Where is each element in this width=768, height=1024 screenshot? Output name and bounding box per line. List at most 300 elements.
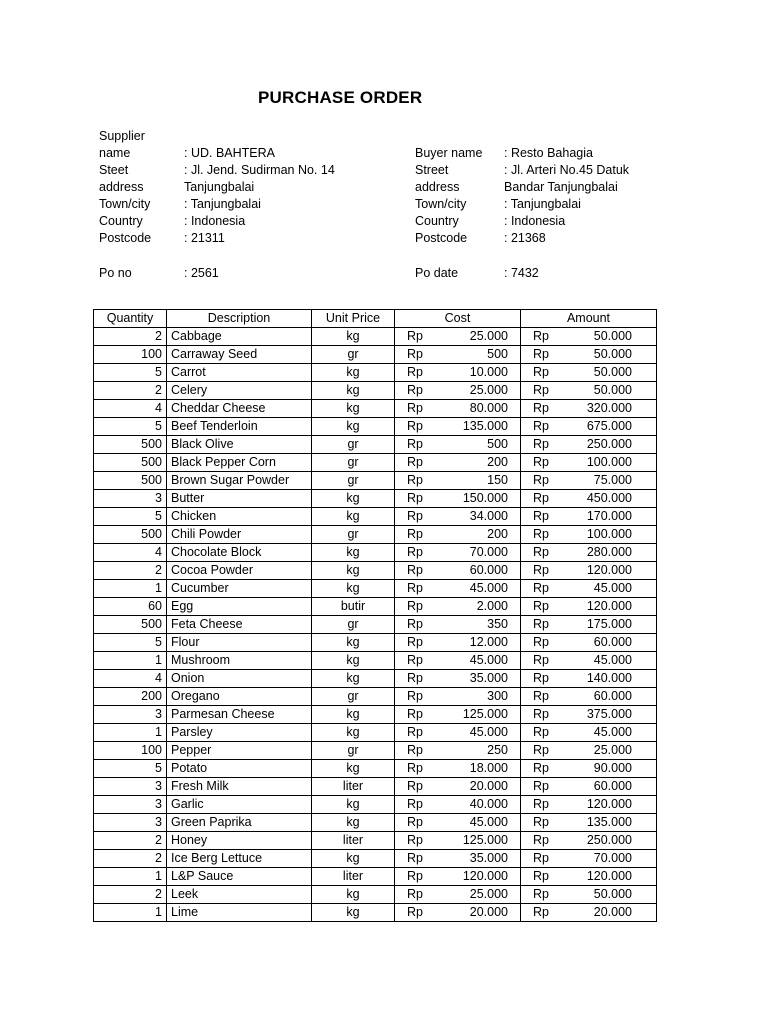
buyer-name-label: Buyer name [415, 146, 483, 160]
row-cost [395, 688, 521, 706]
row-amount-currency: Rp [533, 383, 549, 397]
table-row [94, 580, 657, 598]
row-cost-value: 20.000 [469, 905, 508, 919]
row-amount [521, 598, 657, 616]
row-quantity: 500 [94, 472, 167, 490]
row-amount [521, 832, 657, 850]
row-quantity: 3 [94, 490, 167, 508]
row-cost-currency: Rp [407, 869, 423, 883]
row-description: Onion [167, 670, 312, 688]
row-quantity: 3 [94, 814, 167, 832]
buyer-postcode: : 21368 [504, 231, 546, 245]
row-cost-currency: Rp [407, 419, 423, 433]
row-amount [521, 508, 657, 526]
row-amount-value: 90.000 [593, 761, 632, 775]
row-cost-value: 12.000 [469, 635, 508, 649]
row-cost-value: 200 [487, 455, 508, 469]
row-unit: kg [312, 382, 395, 400]
row-description: Black Olive [167, 436, 312, 454]
row-cost [395, 562, 521, 580]
table-row [94, 490, 657, 508]
row-cost-currency: Rp [407, 383, 423, 397]
row-cost-value: 120.000 [462, 869, 508, 883]
row-quantity: 2 [94, 850, 167, 868]
row-amount [521, 904, 657, 922]
row-quantity: 2 [94, 328, 167, 346]
buyer-street-label-line1: Street [415, 163, 449, 177]
row-unit: kg [312, 364, 395, 382]
row-quantity: 2 [94, 562, 167, 580]
row-cost-currency: Rp [407, 365, 423, 379]
table-row [94, 364, 657, 382]
row-amount-value: 135.000 [586, 815, 632, 829]
row-cost [395, 580, 521, 598]
row-cost-currency: Rp [407, 545, 423, 559]
row-amount-value: 250.000 [586, 437, 632, 451]
row-quantity: 200 [94, 688, 167, 706]
row-amount-value: 50.000 [593, 887, 632, 901]
supplier-name: : UD. BAHTERA [184, 146, 275, 160]
row-quantity: 4 [94, 670, 167, 688]
row-cost-currency: Rp [407, 455, 423, 469]
row-cost [395, 832, 521, 850]
row-amount [521, 868, 657, 886]
supplier-postcode: : 21311 [184, 231, 225, 245]
supplier-name-label-line1: Supplier [99, 129, 145, 143]
row-cost [395, 436, 521, 454]
row-quantity: 5 [94, 364, 167, 382]
row-description: Lime [167, 904, 312, 922]
row-amount [521, 562, 657, 580]
table-row [94, 814, 657, 832]
row-cost-value: 80.000 [469, 401, 508, 415]
row-cost-currency: Rp [407, 509, 423, 523]
row-amount-value: 60.000 [593, 635, 632, 649]
row-cost-currency: Rp [407, 689, 423, 703]
row-description: Garlic [167, 796, 312, 814]
table-row [94, 328, 657, 346]
row-amount-value: 50.000 [593, 383, 632, 397]
row-cost-value: 45.000 [469, 815, 508, 829]
row-cost-currency: Rp [407, 617, 423, 631]
buyer-town-label: Town/city [415, 197, 467, 211]
row-cost-value: 60.000 [469, 563, 508, 577]
row-amount-value: 70.000 [593, 851, 632, 865]
row-description: Fresh Milk [167, 778, 312, 796]
row-cost-currency: Rp [407, 473, 423, 487]
row-cost-currency: Rp [407, 779, 423, 793]
row-quantity: 500 [94, 526, 167, 544]
row-amount-currency: Rp [533, 797, 549, 811]
row-amount-value: 45.000 [593, 653, 632, 667]
row-amount [521, 796, 657, 814]
row-cost-value: 35.000 [469, 671, 508, 685]
row-cost-currency: Rp [407, 905, 423, 919]
table-row [94, 742, 657, 760]
row-quantity: 500 [94, 454, 167, 472]
row-amount-currency: Rp [533, 689, 549, 703]
row-cost-value: 34.000 [469, 509, 508, 523]
header-quantity: Quantity [94, 310, 167, 328]
row-description: Flour [167, 634, 312, 652]
row-cost [395, 760, 521, 778]
supplier-name-label-line2: name [99, 146, 131, 160]
row-amount [521, 886, 657, 904]
table-row [94, 724, 657, 742]
row-description: Parsley [167, 724, 312, 742]
row-cost-value: 150.000 [462, 491, 508, 505]
row-cost [395, 868, 521, 886]
row-cost-value: 70.000 [469, 545, 508, 559]
row-amount-value: 50.000 [593, 365, 632, 379]
row-cost [395, 472, 521, 490]
header-cost: Cost [395, 310, 521, 328]
supplier-street-label-line1: Steet [99, 163, 129, 177]
row-amount-currency: Rp [533, 563, 549, 577]
table-row [94, 418, 657, 436]
row-unit: kg [312, 490, 395, 508]
table-row [94, 598, 657, 616]
row-cost-value: 150 [487, 473, 508, 487]
row-unit: gr [312, 742, 395, 760]
row-description: Brown Sugar Powder [167, 472, 312, 490]
row-cost-value: 350 [487, 617, 508, 631]
row-cost-currency: Rp [407, 527, 423, 541]
items-table [93, 309, 657, 922]
row-amount [521, 580, 657, 598]
row-cost [395, 508, 521, 526]
row-cost [395, 850, 521, 868]
row-unit: kg [312, 562, 395, 580]
row-quantity: 3 [94, 796, 167, 814]
row-amount-currency: Rp [533, 905, 549, 919]
table-row [94, 544, 657, 562]
row-cost [395, 724, 521, 742]
row-amount [521, 742, 657, 760]
row-description: Parmesan Cheese [167, 706, 312, 724]
row-quantity: 1 [94, 904, 167, 922]
table-row [94, 688, 657, 706]
row-cost [395, 454, 521, 472]
row-unit: kg [312, 418, 395, 436]
row-cost-value: 25.000 [469, 329, 508, 343]
table-row [94, 850, 657, 868]
row-description: Egg [167, 598, 312, 616]
supplier-street-label-line2: address [99, 180, 144, 194]
row-description: Cocoa Powder [167, 562, 312, 580]
row-cost [395, 706, 521, 724]
row-quantity: 500 [94, 436, 167, 454]
row-quantity: 100 [94, 742, 167, 760]
row-unit: butir [312, 598, 395, 616]
row-unit: kg [312, 706, 395, 724]
row-amount-value: 60.000 [593, 689, 632, 703]
row-cost-currency: Rp [407, 725, 423, 739]
row-description: Beef Tenderloin [167, 418, 312, 436]
row-amount [521, 778, 657, 796]
row-quantity: 2 [94, 382, 167, 400]
row-unit: gr [312, 346, 395, 364]
row-unit: kg [312, 634, 395, 652]
row-description: Butter [167, 490, 312, 508]
row-cost-currency: Rp [407, 635, 423, 649]
row-description: Leek [167, 886, 312, 904]
row-cost-value: 18.000 [469, 761, 508, 775]
row-amount [521, 706, 657, 724]
po-no-label: Po no [99, 266, 132, 280]
header-unit-price: Unit Price [312, 310, 395, 328]
po-no: : 2561 [184, 266, 219, 280]
row-cost-currency: Rp [407, 671, 423, 685]
row-amount-currency: Rp [533, 617, 549, 631]
row-cost [395, 490, 521, 508]
table-row [94, 904, 657, 922]
row-quantity: 2 [94, 886, 167, 904]
row-quantity: 2 [94, 832, 167, 850]
table-row [94, 562, 657, 580]
row-description: Potato [167, 760, 312, 778]
row-amount-value: 320.000 [586, 401, 632, 415]
row-amount-currency: Rp [533, 815, 549, 829]
row-quantity: 60 [94, 598, 167, 616]
row-quantity: 1 [94, 724, 167, 742]
row-cost-currency: Rp [407, 851, 423, 865]
row-cost [395, 886, 521, 904]
row-amount-value: 50.000 [593, 329, 632, 343]
row-quantity: 4 [94, 400, 167, 418]
table-row [94, 886, 657, 904]
row-amount-currency: Rp [533, 419, 549, 433]
row-cost [395, 526, 521, 544]
row-quantity: 500 [94, 616, 167, 634]
row-quantity: 1 [94, 580, 167, 598]
row-cost-currency: Rp [407, 563, 423, 577]
row-description: Chili Powder [167, 526, 312, 544]
row-quantity: 100 [94, 346, 167, 364]
row-amount-currency: Rp [533, 707, 549, 721]
table-row [94, 868, 657, 886]
row-amount-value: 450.000 [586, 491, 632, 505]
row-cost [395, 652, 521, 670]
row-amount-currency: Rp [533, 725, 549, 739]
row-amount-currency: Rp [533, 527, 549, 541]
row-cost-currency: Rp [407, 707, 423, 721]
row-quantity: 5 [94, 418, 167, 436]
row-unit: gr [312, 454, 395, 472]
row-cost-currency: Rp [407, 329, 423, 343]
supplier-street [184, 162, 335, 196]
row-quantity: 3 [94, 706, 167, 724]
row-unit: kg [312, 508, 395, 526]
row-description: Cheddar Cheese [167, 400, 312, 418]
row-unit: kg [312, 580, 395, 598]
table-row [94, 634, 657, 652]
row-cost-currency: Rp [407, 491, 423, 505]
row-cost-currency: Rp [407, 761, 423, 775]
row-amount-currency: Rp [533, 743, 549, 757]
row-unit: kg [312, 904, 395, 922]
row-cost [395, 382, 521, 400]
row-cost [395, 328, 521, 346]
supplier-street-line1: : Jl. Jend. Sudirman No. 14 [184, 163, 335, 177]
buyer-street-label [415, 162, 459, 196]
row-amount [521, 490, 657, 508]
row-cost [395, 814, 521, 832]
table-row [94, 436, 657, 454]
row-amount-currency: Rp [533, 653, 549, 667]
row-amount-currency: Rp [533, 473, 549, 487]
row-unit: kg [312, 850, 395, 868]
table-row [94, 382, 657, 400]
row-amount-value: 175.000 [586, 617, 632, 631]
row-quantity: 3 [94, 778, 167, 796]
row-quantity: 1 [94, 868, 167, 886]
row-cost-currency: Rp [407, 581, 423, 595]
row-amount-value: 170.000 [586, 509, 632, 523]
row-description: Feta Cheese [167, 616, 312, 634]
row-cost-value: 125.000 [462, 833, 508, 847]
supplier-country: : Indonesia [184, 214, 246, 228]
row-amount [521, 688, 657, 706]
row-cost [395, 904, 521, 922]
row-cost-currency: Rp [407, 815, 423, 829]
row-amount-currency: Rp [533, 671, 549, 685]
row-description: Mushroom [167, 652, 312, 670]
row-unit: gr [312, 688, 395, 706]
row-description: Chocolate Block [167, 544, 312, 562]
row-amount [521, 544, 657, 562]
row-cost [395, 778, 521, 796]
row-cost-value: 20.000 [469, 779, 508, 793]
row-amount-currency: Rp [533, 869, 549, 883]
row-amount-value: 120.000 [586, 869, 632, 883]
row-amount-currency: Rp [533, 833, 549, 847]
row-amount-value: 100.000 [586, 527, 632, 541]
row-amount [521, 382, 657, 400]
row-amount [521, 634, 657, 652]
row-cost-value: 2.000 [476, 599, 508, 613]
table-row [94, 346, 657, 364]
row-unit: kg [312, 328, 395, 346]
row-cost [395, 796, 521, 814]
row-amount [521, 418, 657, 436]
row-cost-value: 40.000 [469, 797, 508, 811]
row-amount-value: 45.000 [593, 581, 632, 595]
table-row [94, 508, 657, 526]
table-body [94, 328, 657, 922]
row-unit: kg [312, 760, 395, 778]
row-cost-currency: Rp [407, 599, 423, 613]
row-amount [521, 328, 657, 346]
row-amount [521, 400, 657, 418]
row-amount [521, 454, 657, 472]
row-amount [521, 652, 657, 670]
po-date-label: Po date [415, 266, 459, 280]
row-description: Black Pepper Corn [167, 454, 312, 472]
supplier-postcode-label: Postcode [99, 231, 152, 245]
row-amount-currency: Rp [533, 545, 549, 559]
buyer-name: : Resto Bahagia [504, 146, 593, 160]
row-amount-value: 120.000 [586, 599, 632, 613]
table-row [94, 832, 657, 850]
buyer-country: : Indonesia [504, 214, 566, 228]
row-cost [395, 634, 521, 652]
row-unit: kg [312, 652, 395, 670]
row-cost [395, 598, 521, 616]
row-cost-currency: Rp [407, 797, 423, 811]
row-cost-currency: Rp [407, 401, 423, 415]
row-amount-value: 45.000 [593, 725, 632, 739]
row-unit: kg [312, 886, 395, 904]
row-cost-currency: Rp [407, 653, 423, 667]
row-amount-currency: Rp [533, 365, 549, 379]
row-quantity: 5 [94, 508, 167, 526]
row-amount-value: 100.000 [586, 455, 632, 469]
table-header-row [94, 310, 657, 328]
table-row [94, 796, 657, 814]
row-description: Carraway Seed [167, 346, 312, 364]
row-amount-value: 250.000 [586, 833, 632, 847]
row-quantity: 5 [94, 760, 167, 778]
row-amount [521, 670, 657, 688]
row-quantity: 5 [94, 634, 167, 652]
buyer-town: : Tanjungbalai [504, 197, 581, 211]
row-cost-value: 125.000 [462, 707, 508, 721]
row-amount [521, 436, 657, 454]
header-amount: Amount [521, 310, 657, 328]
row-cost [395, 670, 521, 688]
table-row [94, 454, 657, 472]
row-cost [395, 616, 521, 634]
row-amount-currency: Rp [533, 455, 549, 469]
buyer-street-line2: Bandar Tanjungbalai [504, 180, 618, 194]
row-amount-currency: Rp [533, 851, 549, 865]
row-amount [521, 526, 657, 544]
row-unit: kg [312, 544, 395, 562]
row-amount-value: 75.000 [593, 473, 632, 487]
table-row [94, 706, 657, 724]
row-cost [395, 544, 521, 562]
row-amount-currency: Rp [533, 509, 549, 523]
supplier-country-label: Country [99, 214, 143, 228]
row-amount-currency: Rp [533, 329, 549, 343]
row-amount-value: 675.000 [586, 419, 632, 433]
row-amount [521, 814, 657, 832]
row-amount [521, 760, 657, 778]
row-amount-currency: Rp [533, 599, 549, 613]
row-amount-value: 375.000 [586, 707, 632, 721]
row-description: Green Paprika [167, 814, 312, 832]
row-cost-value: 45.000 [469, 581, 508, 595]
row-description: Carrot [167, 364, 312, 382]
row-cost-currency: Rp [407, 437, 423, 451]
row-cost-value: 45.000 [469, 725, 508, 739]
row-cost [395, 400, 521, 418]
row-cost-value: 200 [487, 527, 508, 541]
row-amount-currency: Rp [533, 635, 549, 649]
row-cost-value: 35.000 [469, 851, 508, 865]
row-amount-value: 120.000 [586, 563, 632, 577]
row-cost-currency: Rp [407, 833, 423, 847]
supplier-street-label [99, 162, 143, 196]
row-amount-value: 120.000 [586, 797, 632, 811]
supplier-town-label: Town/city [99, 197, 151, 211]
row-amount-currency: Rp [533, 347, 549, 361]
row-cost-value: 500 [487, 347, 508, 361]
row-amount-value: 280.000 [586, 545, 632, 559]
row-amount [521, 850, 657, 868]
row-amount-value: 25.000 [593, 743, 632, 757]
